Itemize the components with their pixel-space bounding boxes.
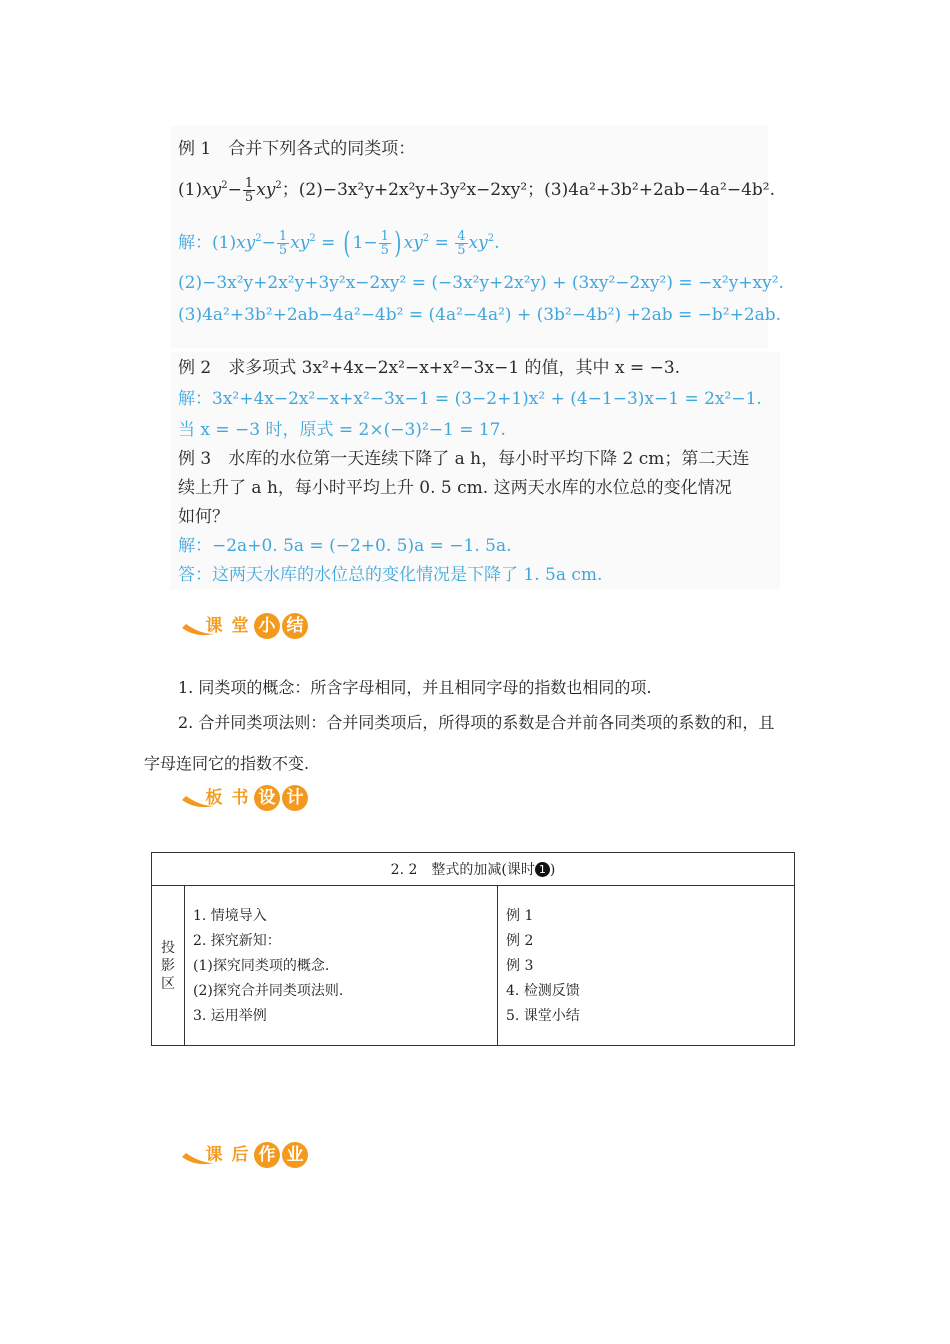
board-left-column: 1. 情境导入 2. 探究新知： (1)探究同类项的概念. (2)探究合并同类项法则. 3. 运用举例 [185,886,498,1046]
board-right-column: 例 1 例 2 例 3 4. 检测反馈 5. 课堂小结 [498,886,795,1046]
example-1-solution-3: (3)4a²+3b²+2ab−4a²−4b² = (4a²−4a²) + (3b²−4b²) +2ab = −b²+2ab. [178,305,782,325]
board-design-table [151,852,795,1046]
example-3-line-1: 例 3 水库的水位第一天连续下降了 a h，每小时平均下降 2 cm；第二天连 [178,449,750,469]
example-3-answer: 答：这两天水库的水位总的变化情况是下降了 1. 5a cm. [178,565,603,585]
example-3-line-2: 续上升了 a h，每小时平均上升 0. 5 cm. 这两天水库的水位总的变化情况 [178,478,732,498]
example-2-solution-2: 当 x = −3 时，原式 = 2×(−3)²−1 = 17. [178,420,506,440]
example-1-solution-1: 解：$(1)xy^2-$ $\frac{1}{5}$ $xy^2$ = ( 1− $\frac{1}{5}$ ) $xy^2$ = $\frac{4}{5}$ $xy^2$. [178,225,500,261]
example-3-solution: 解：−2a+0. 5a = (−2+0. 5)a = −1. 5a. [178,536,512,556]
example-1-question: $(1)xy^2-$ $\frac{1}{5}$ $xy^2$；(2)−3x²y+2x²y+3y²x−2xy²；(3)4a²+3b²+2ab−4a²−4b². [178,176,775,205]
example-1-heading: 例 1 合并下列各式的同类项： [178,139,416,159]
board-title: 2. 2 整式的加减(课时 1 ) [152,853,795,886]
section-banner-summary: 课 堂 小 结 [180,612,310,642]
lesson-number-badge: 1 [535,862,550,877]
fraction-one-fifth: $\frac{1}{5}$ [244,176,254,205]
example-2-heading: 例 2 求多项式 3x²+4x−2x²−x+x²−3x−1 的值，其中 x = −3. [178,358,681,378]
summary-point-2a: 2. 合并同类项法则：合并同类项后，所得项的系数是合并前各同类项的系数的和，且 [178,713,775,732]
example-1-solution-2: (2)−3x²y+2x²y+3y²x−2xy² = (−3x²y+2x²y) + (3xy²−2xy²) = −x²y+xy². [178,273,784,293]
summary-point-2b: 字母连同它的指数不变. [144,754,310,773]
example-2-solution-1: 解：3x²+4x−2x²−x+x²−3x−1 = (3−2+1)x² + (4−1−3)x−1 = 2x²−1. [178,389,762,409]
section-banner-homework: 课 后 作 业 [180,1141,310,1171]
example-3-line-3: 如何？ [178,507,229,527]
summary-point-1: 1. 同类项的概念：所含字母相同，并且相同字母的指数也相同的项. [178,678,652,697]
section-banner-board: 板 书 设 计 [180,784,310,814]
projection-area-label: 投影区 [152,886,185,1046]
